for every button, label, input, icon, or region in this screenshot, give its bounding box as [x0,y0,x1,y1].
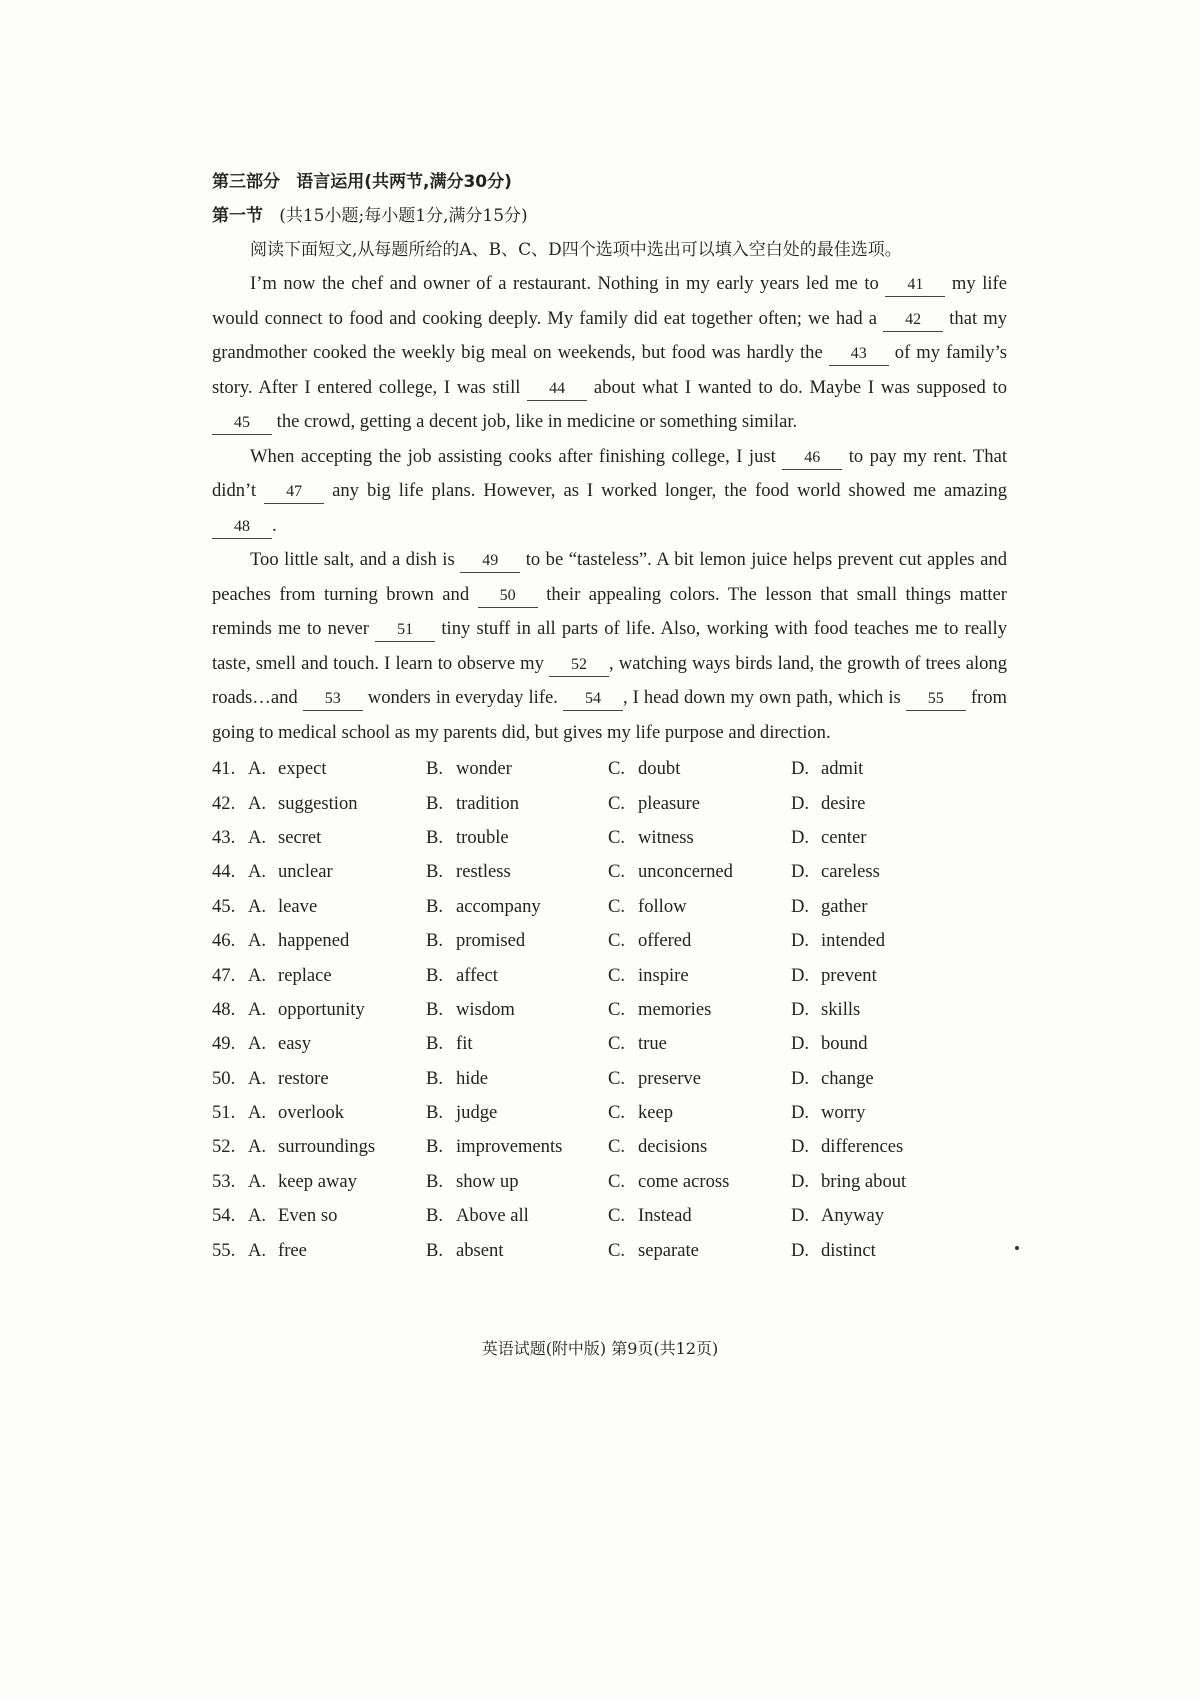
option-text: Above all [456,1205,529,1227]
answer-option [791,1068,971,1090]
option-text: keep away [278,1170,357,1192]
question-row [212,821,1007,855]
option-letter: A. [248,964,267,986]
option-text: bound [821,1033,868,1055]
question-number: 52. [212,1136,236,1158]
answer-option [791,1033,971,1055]
answer-option [791,930,971,952]
option-text: hide [456,1067,489,1089]
option-text: affect [456,964,498,986]
answer-option [791,793,971,815]
option-letter: D. [791,1067,810,1089]
option-letter: C. [608,1033,626,1055]
question-number: 42. [212,792,236,814]
option-letter: B. [426,792,444,814]
option-letter: D. [791,964,810,986]
answer-option [426,1102,608,1124]
option-letter: D. [791,1102,810,1124]
option-text: doubt [638,758,681,780]
answer-option [248,930,426,952]
passage-text: . [272,514,277,536]
passage-text: of my family’s story. After I entered college, I was still [212,342,1007,398]
option-text: memories [638,998,712,1020]
option-letter: D. [791,895,810,917]
option-text: desire [821,792,866,814]
option-letter: B. [426,930,444,952]
option-letter: D. [791,1136,810,1158]
option-text: tradition [456,792,519,814]
passage-text: tiny stuff in all parts of life. Also, working with food teaches me to really taste, smell and touch. I learn to observe my [212,618,1007,674]
option-text: absent [456,1239,504,1261]
answer-option [791,1205,971,1227]
answer-option [791,1102,971,1124]
answer-option [608,827,791,849]
passage-text: wonders in everyday life. [362,687,563,708]
option-text: restless [456,861,511,883]
answer-option [791,861,971,883]
option-letter: C. [608,1067,626,1089]
answer-option [248,1033,426,1055]
option-text: decisions [638,1136,708,1158]
answer-option [791,965,971,987]
cloze-blank: 48 [212,516,272,539]
option-letter: A. [248,1033,267,1055]
option-letter: D. [791,758,810,780]
question-row [212,1233,1007,1267]
answer-option [608,1136,791,1158]
question-row [212,1062,1007,1096]
cloze-blank: 55 [906,688,966,711]
cloze-blank: 42 [883,309,943,332]
option-letter: A. [248,1239,267,1261]
question-number: 55. [212,1239,236,1261]
option-text: trouble [456,826,509,848]
option-letter: C. [608,861,626,883]
option-text: replace [278,964,332,986]
answer-option [426,827,608,849]
section-part-label: 第三部分 [212,172,280,192]
option-text: intended [821,930,886,952]
option-letter: B. [426,1067,444,1089]
question-row [212,890,1007,924]
passage-paragraph [212,267,1007,440]
question-row [212,786,1007,820]
answer-option [426,1068,608,1090]
question-number: 43. [212,826,236,848]
passage-text: to pay my rent. That didn’t [212,445,1007,501]
option-letter: C. [608,1239,626,1261]
option-text: offered [638,930,692,952]
question-row [212,1130,1007,1164]
question-number: 47. [212,964,236,986]
option-letter: B. [426,1033,444,1055]
option-letter: D. [791,1170,810,1192]
option-text: Instead [638,1205,692,1227]
answer-option [791,758,971,780]
option-letter: C. [608,1205,626,1227]
scan-speck [1015,1246,1019,1250]
answer-option [608,758,791,780]
answer-option [426,793,608,815]
question-row [212,924,1007,958]
option-text: keep [638,1102,674,1124]
answer-option [426,1136,608,1158]
answer-option [248,1068,426,1090]
question-number: 41. [212,758,236,780]
question-number: 53. [212,1170,236,1192]
passage-text: Too little salt, and a dish is [250,549,461,570]
answer-option [248,861,426,883]
answer-option [248,1136,426,1158]
cloze-blank: 46 [782,447,842,470]
cloze-blank: 54 [563,688,623,711]
passage-text: When accepting the job assisting cooks after finishing college, I just [250,445,783,467]
answer-option [791,1171,971,1193]
exam-page [212,165,1007,1268]
option-text: unclear [278,861,333,883]
answer-option [608,1240,791,1262]
option-text: preserve [638,1067,701,1089]
passage-text: , watching ways birds land, the growth of trees along roads…and [212,652,1007,708]
passage-text: about what I wanted to do. Maybe I was supposed to [587,376,1007,398]
question-row [212,1027,1007,1061]
passage-text: their appealing colors. The lesson that small things matter reminds me to never [212,583,1007,639]
option-text: restore [278,1067,329,1089]
answer-option [248,793,426,815]
option-text: differences [821,1136,904,1158]
option-text: suggestion [278,792,358,814]
passage-text: from going to medical school as my parents did, but gives my life purpose and direction. [212,687,1007,743]
option-text: Even so [278,1205,338,1227]
option-letter: A. [248,792,267,814]
passage-text: I’m now the chef and owner of a restaurant. Nothing in my early years led me to [250,273,886,294]
passage-text: any big life plans. However, as I worked longer, the food world showed me amazing [324,480,1007,501]
option-text: secret [278,826,322,848]
answer-option [608,793,791,815]
passage-paragraph [212,543,1007,750]
option-text: wonder [456,758,512,780]
option-letter: A. [248,861,267,883]
option-text: wisdom [456,998,515,1020]
option-letter: B. [426,964,444,986]
answer-option [608,999,791,1021]
option-text: distinct [821,1239,876,1261]
option-letter: C. [608,1170,626,1192]
option-letter: B. [426,758,444,780]
cloze-blank: 51 [375,619,435,642]
answer-option [248,1171,426,1193]
option-letter: A. [248,998,267,1020]
answer-option [248,758,426,780]
answer-option [608,965,791,987]
section-name: 语言运用(共两节,满分30分) [296,172,512,192]
answer-option [248,1102,426,1124]
question-number: 48. [212,998,236,1020]
question-number: 50. [212,1067,236,1089]
option-letter: D. [791,826,810,848]
answer-option [791,1136,971,1158]
option-letter: B. [426,895,444,917]
option-letter: A. [248,826,267,848]
option-text: expect [278,758,327,780]
option-text: skills [821,998,861,1020]
option-letter: A. [248,930,267,952]
option-letter: C. [608,998,626,1020]
option-letter: B. [426,1136,444,1158]
option-letter: D. [791,1239,810,1261]
answer-option [248,896,426,918]
option-letter: B. [426,998,444,1020]
option-letter: B. [426,1239,444,1261]
cloze-blank: 50 [478,585,538,608]
passage-text: , I head down my own path, which is [622,687,906,708]
option-text: promised [456,930,526,952]
option-letter: B. [426,861,444,883]
question-row [212,1096,1007,1130]
answer-option [426,1171,608,1193]
option-text: Anyway [821,1205,884,1227]
answer-option [426,896,608,918]
option-text: true [638,1033,667,1055]
option-text: come across [638,1170,730,1192]
section-title [212,165,1007,199]
option-letter: A. [248,1170,267,1192]
question-row [212,1199,1007,1233]
question-number: 51. [212,1102,236,1124]
question-number: 45. [212,895,236,917]
answer-option [608,1033,791,1055]
answer-option [608,1205,791,1227]
answer-option [608,861,791,883]
option-text: witness [638,826,694,848]
option-text: surroundings [278,1136,376,1158]
subsection-part-label: 第一节 [212,206,263,226]
option-letter: D. [791,930,810,952]
option-letter: C. [608,792,626,814]
passage-paragraph [212,440,1007,544]
option-text: center [821,826,867,848]
option-text: free [278,1239,307,1261]
option-text: inspire [638,964,689,986]
option-letter: D. [791,792,810,814]
answer-option [248,827,426,849]
option-letter: A. [248,1067,267,1089]
cloze-blank: 53 [303,688,363,711]
answer-option [426,1205,608,1227]
option-text: follow [638,895,687,917]
option-letter: A. [248,758,267,780]
option-text: opportunity [278,998,365,1020]
question-number: 44. [212,861,236,883]
option-text: bring about [821,1170,907,1192]
option-letter: D. [791,998,810,1020]
answer-option [248,1240,426,1262]
cloze-blank: 47 [264,481,324,504]
question-row [212,752,1007,786]
option-text: easy [278,1033,312,1055]
cloze-blank: 43 [829,343,889,366]
option-letter: D. [791,861,810,883]
option-letter: C. [608,1136,626,1158]
cloze-passage [212,267,1007,750]
option-letter: B. [426,826,444,848]
cloze-blank: 49 [460,550,520,573]
option-text: overlook [278,1102,345,1124]
passage-text: the crowd, getting a decent job, like in medicine or something similar. [272,411,798,432]
answer-option [426,1240,608,1262]
option-letter: C. [608,826,626,848]
answer-option [608,1068,791,1090]
option-text: accompany [456,895,541,917]
answer-option [248,999,426,1021]
answer-option [248,965,426,987]
answer-option [426,999,608,1021]
option-text: admit [821,758,864,780]
option-text: gather [821,895,868,917]
option-text: pleasure [638,792,700,814]
options-list [212,752,1007,1268]
option-text: separate [638,1239,699,1261]
answer-option [791,999,971,1021]
question-row [212,855,1007,889]
option-text: change [821,1067,874,1089]
option-letter: C. [608,964,626,986]
option-letter: C. [608,1102,626,1124]
answer-option [791,827,971,849]
answer-option [608,1171,791,1193]
answer-option [426,861,608,883]
option-text: leave [278,895,318,917]
cloze-blank: 41 [885,274,945,297]
page-footer: 英语试题(附中版) 第9页(共12页) [481,1339,719,1358]
answer-option [608,930,791,952]
question-number: 49. [212,1033,236,1055]
option-letter: A. [248,1102,267,1124]
answer-option [791,1240,971,1262]
answer-option [608,1102,791,1124]
option-letter: D. [791,1033,810,1055]
answer-option [426,758,608,780]
option-text: improvements [456,1136,563,1158]
option-letter: A. [248,1136,267,1158]
option-letter: B. [426,1205,444,1227]
option-letter: A. [248,1205,267,1227]
cloze-blank: 44 [527,378,587,401]
option-letter: C. [608,895,626,917]
instruction: 阅读下面短文,从每题所给的A、B、C、D四个选项中选出可以填入空白处的最佳选项。 [250,240,902,260]
question-row [212,958,1007,992]
subsection-name: (共15小题;每小题1分,满分15分) [279,206,528,226]
option-text: show up [456,1170,519,1192]
option-letter: C. [608,930,626,952]
cloze-blank: 45 [212,412,272,435]
answer-option [608,896,791,918]
answer-option [426,1033,608,1055]
answer-option [426,930,608,952]
option-text: prevent [821,964,877,986]
question-row [212,1165,1007,1199]
option-text: careless [821,861,880,883]
option-text: judge [456,1102,498,1124]
question-number: 46. [212,930,236,952]
passage-text: my life would connect to food and cooking deeply. My family did eat together often; we had a [212,273,1007,329]
cloze-blank: 52 [549,654,609,677]
answer-option [426,965,608,987]
option-text: happened [278,930,350,952]
option-text: worry [821,1102,866,1124]
passage-text: that my grandmother cooked the weekly big meal on weekends, but food was hardly the [212,307,1007,363]
option-letter: B. [426,1102,444,1124]
option-letter: C. [608,758,626,780]
option-text: fit [456,1033,473,1055]
answer-option [248,1205,426,1227]
option-letter: B. [426,1170,444,1192]
option-letter: A. [248,895,267,917]
passage-text: to be “tasteless”. A bit lemon juice helps prevent cut apples and peaches from turning brown and [212,549,1007,605]
option-text: unconcerned [638,861,733,883]
question-number: 54. [212,1205,236,1227]
answer-option [791,896,971,918]
option-letter: D. [791,1205,810,1227]
question-row [212,993,1007,1027]
subsection-title [212,199,1007,233]
